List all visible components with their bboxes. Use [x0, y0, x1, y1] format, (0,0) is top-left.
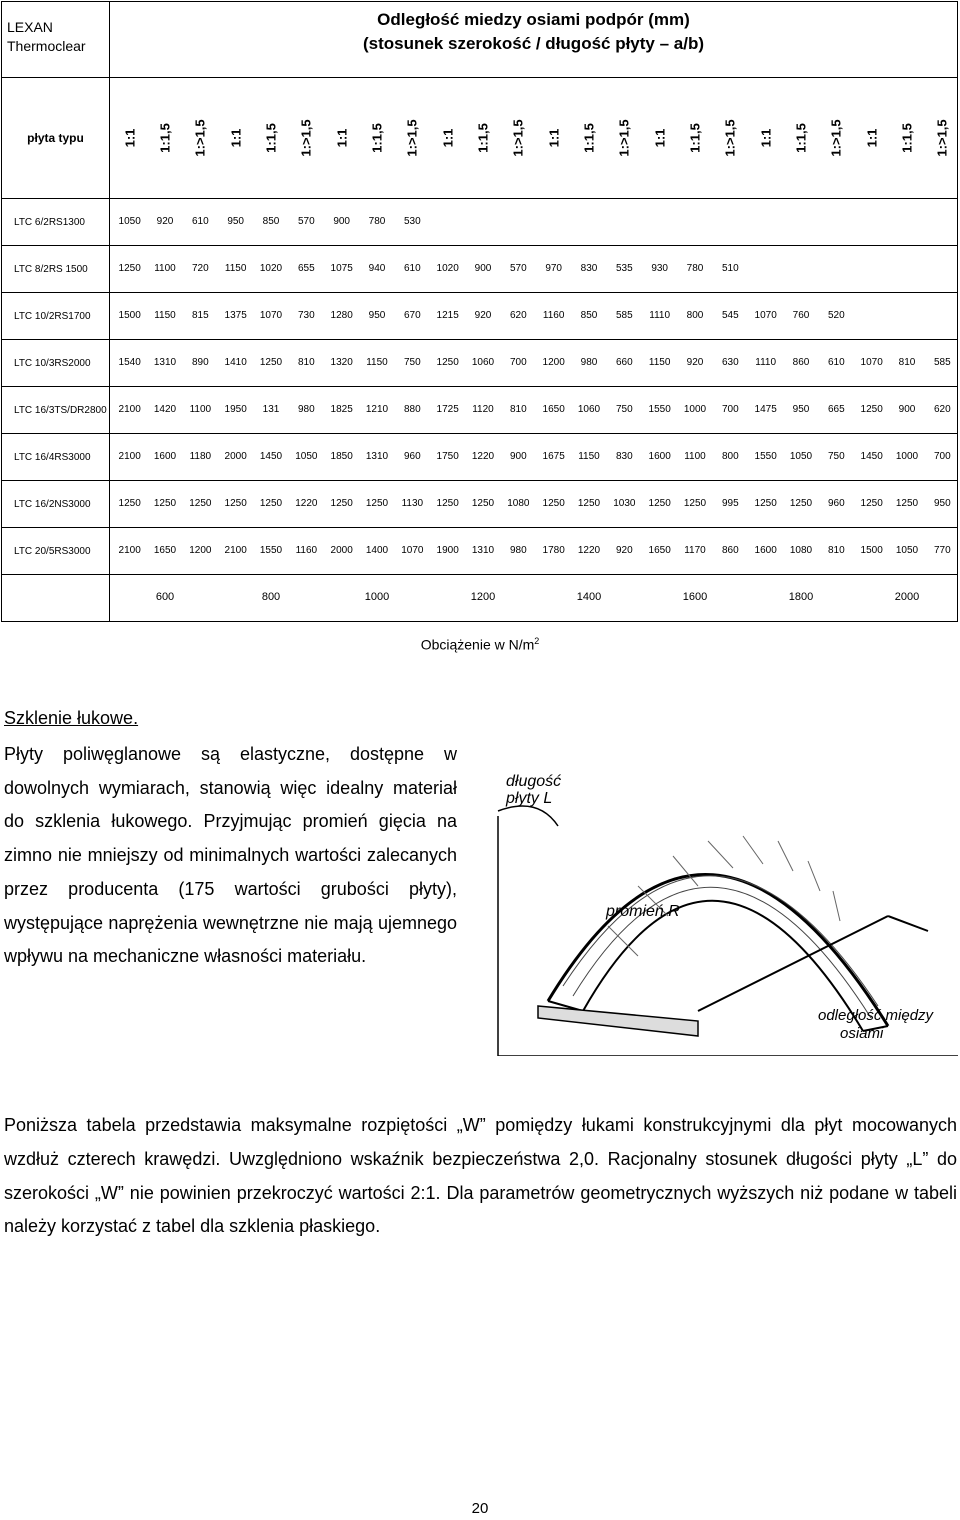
span-value: 1050 [895, 545, 919, 556]
span-value: 1650 [153, 545, 177, 556]
span-value: 980 [509, 545, 527, 556]
ratio-header: 1:1,5 [475, 123, 491, 153]
row-values-cell [110, 434, 958, 481]
span-value: 810 [898, 357, 916, 368]
support-spacing-table [1, 1, 958, 622]
span-value: 1250 [895, 498, 919, 509]
ratio-header: 1:>1,5 [722, 119, 738, 157]
span-value: 920 [686, 357, 704, 368]
span-value: 1215 [436, 310, 459, 321]
span-value: 1070 [401, 545, 424, 556]
span-value: 610 [827, 357, 845, 368]
span-value: 1250 [259, 357, 283, 368]
span-value: 1250 [789, 498, 813, 509]
ratio-header: 1:1 [122, 128, 138, 148]
span-value: 1120 [472, 404, 494, 415]
ratio-header: 1:>1,5 [616, 119, 632, 157]
table-title-line1: Odległość miedzy osiami podpór (mm) [377, 10, 690, 29]
span-value: 520 [827, 310, 845, 321]
plate-type-label: LTC 16/4RS3000 [2, 434, 110, 481]
span-value: 1550 [259, 545, 283, 556]
span-value: 1250 [860, 498, 883, 509]
span-value: 1250 [754, 498, 777, 509]
span-value: 2100 [118, 404, 141, 415]
label-spacing-2: osiami [840, 1025, 884, 1042]
ratio-header-cell [110, 78, 958, 199]
label-spacing-1: odległość między [818, 1007, 934, 1024]
span-value: 1070 [754, 310, 777, 321]
span-value: 2100 [118, 451, 141, 462]
span-value: 1070 [860, 357, 883, 368]
span-value: 1825 [330, 404, 353, 415]
span-value: 1110 [755, 357, 777, 368]
span-value: 630 [721, 357, 739, 368]
span-value: 960 [827, 498, 845, 509]
span-value: 760 [792, 310, 810, 321]
span-value: 1250 [860, 404, 883, 415]
row-values [110, 387, 957, 433]
span-value: 1250 [648, 498, 671, 509]
load-value: 1800 [788, 591, 814, 603]
ratio-header: 1:1 [228, 128, 244, 148]
span-value: 1050 [789, 451, 813, 462]
span-value: 1600 [754, 545, 777, 556]
span-value: 810 [297, 357, 315, 368]
row-values-cell [110, 387, 958, 434]
span-value: 1250 [224, 498, 247, 509]
span-value: 1250 [365, 498, 389, 509]
load-value: 1200 [470, 591, 496, 603]
span-value: 980 [297, 404, 315, 415]
span-value: 1540 [118, 357, 141, 368]
span-value: 1250 [118, 263, 141, 274]
span-value: 1080 [507, 498, 530, 509]
span-value: 850 [262, 216, 280, 227]
span-value: 2000 [224, 451, 247, 462]
span-value: 2100 [224, 545, 247, 556]
load-label-empty [2, 575, 110, 622]
arch-glazing-text [4, 738, 457, 974]
plate-type-label: LTC 16/2NS3000 [2, 481, 110, 528]
span-value: 1160 [295, 545, 318, 556]
span-value: 780 [686, 263, 704, 274]
span-value: 950 [792, 404, 810, 415]
span-value: 800 [686, 310, 704, 321]
label-length-1: długość [506, 773, 562, 790]
span-value: 1000 [683, 404, 707, 415]
ratio-header: 1:>1,5 [510, 119, 526, 157]
row-values-cell [110, 481, 958, 528]
table-row [2, 434, 958, 481]
load-value: 600 [155, 591, 175, 603]
span-value: 960 [403, 451, 421, 462]
span-value: 1220 [295, 498, 318, 509]
span-value: 1250 [471, 498, 495, 509]
span-value: 620 [933, 404, 951, 415]
brand-name: LEXAN [7, 19, 53, 35]
span-value: 1050 [295, 451, 318, 462]
span-value: 830 [615, 451, 633, 462]
span-value: 950 [227, 216, 244, 227]
plate-type-label: LTC 10/2RS1700 [2, 293, 110, 340]
span-value: 2000 [330, 545, 353, 556]
span-value: 670 [403, 310, 421, 321]
span-value: 700 [509, 357, 527, 368]
table-row [2, 481, 958, 528]
span-value: 1550 [648, 404, 671, 415]
span-value: 810 [509, 404, 527, 415]
ratio-header-row [110, 78, 957, 198]
table-row [2, 340, 958, 387]
plate-type-label: LTC 20/5RS3000 [2, 528, 110, 575]
span-value: 1060 [471, 357, 495, 368]
table-row [2, 387, 958, 434]
span-value: 1100 [154, 263, 176, 274]
load-value: 1600 [682, 591, 708, 603]
span-value: 1500 [118, 310, 141, 321]
span-value: 1220 [577, 545, 601, 556]
span-value: 1200 [542, 357, 565, 368]
brand-product: Thermoclear [7, 38, 86, 54]
span-value: 980 [580, 357, 598, 368]
table-row [2, 528, 958, 575]
span-value: 655 [297, 263, 315, 274]
span-value: 1250 [153, 498, 177, 509]
row-values [110, 199, 957, 245]
span-value: 1410 [224, 357, 247, 368]
span-value: 1070 [259, 310, 283, 321]
span-value: 750 [827, 451, 845, 462]
span-value: 1170 [684, 545, 706, 556]
span-value: 610 [403, 263, 421, 274]
row-values [110, 293, 957, 339]
ratio-header: 1:1 [334, 128, 350, 148]
span-value: 1100 [189, 404, 212, 415]
page-number: 20 [471, 1500, 489, 1517]
table-title-line2: (stosunek szerokość / długość płyty – a/b) [362, 34, 705, 53]
arched-glazing-diagram [488, 756, 958, 1056]
row-values [110, 528, 957, 574]
span-value: 131 [262, 404, 280, 415]
ratio-header: 1:1 [440, 128, 456, 148]
span-value: 1210 [365, 404, 389, 415]
brand-cell [2, 2, 110, 78]
span-value: 1250 [683, 498, 707, 509]
span-value: 1310 [153, 357, 177, 368]
table-body [2, 199, 958, 575]
ratio-header: 1:1 [652, 128, 668, 148]
plate-type-label: LTC 16/3TS/DR2800 [2, 387, 110, 434]
span-value: 585 [933, 357, 951, 368]
span-value: 1900 [436, 545, 459, 556]
ratio-header: 1:>1,5 [404, 119, 420, 157]
plate-type-header: płyta typu [2, 78, 110, 199]
row-values [110, 481, 957, 527]
section-title: Szklenie łukowe. [4, 708, 139, 728]
span-value: 1725 [436, 404, 459, 415]
span-value: 1500 [860, 545, 883, 556]
span-value: 900 [898, 404, 916, 415]
ratio-header: 1:1 [546, 128, 562, 148]
span-description-paragraph: Poniższa tabela przedstawia maksymalne rozpiętości „W” pomiędzy łukami konstrukcyjnymi dla płyt mocowanych wzdłuż czterech krawędzi. Uwzględniono wskaźnik bezpieczeństwa 2,0. Racjonalny stosunek długości płyty „L” do szerokości „W” nie powinien przekroczyć wartości 2:1. Dla parametrów geometrycznych wyższych niż podane w tabeli należy korzystać z tabel dla szklenia płaskiego. [4, 1115, 957, 1237]
ratio-header: 1:1,5 [687, 123, 703, 153]
load-caption-text: Obciążenie w N/m [420, 636, 535, 653]
ratio-header: 1:>1,5 [828, 119, 844, 157]
span-value: 1780 [542, 545, 565, 556]
ratio-header: 1:1 [864, 128, 880, 148]
span-value: 1160 [542, 310, 565, 321]
span-value: 585 [615, 310, 633, 321]
table-row [2, 293, 958, 340]
span-value: 1150 [578, 451, 600, 462]
span-value: 1375 [224, 310, 247, 321]
row-values-cell [110, 340, 958, 387]
span-value: 1250 [330, 498, 353, 509]
span-value: 1250 [118, 498, 141, 509]
span-value: 920 [156, 216, 174, 227]
span-value: 1450 [259, 451, 283, 462]
span-value: 665 [827, 404, 845, 415]
span-value: 920 [615, 545, 633, 556]
load-row [110, 575, 957, 621]
span-value: 570 [297, 216, 315, 227]
span-value: 770 [933, 545, 951, 556]
span-value: 1075 [330, 263, 353, 274]
span-value: 830 [580, 263, 598, 274]
span-value: 815 [191, 310, 209, 321]
ratio-header: 1:1,5 [899, 123, 915, 153]
span-value: 950 [933, 498, 951, 509]
ratio-header: 1:1,5 [157, 123, 173, 153]
span-value: 800 [721, 451, 739, 462]
ratio-header: 1:1,5 [581, 123, 597, 153]
span-description [4, 1109, 957, 1244]
load-value: 2000 [894, 591, 920, 603]
span-value: 620 [509, 310, 527, 321]
span-value: 1320 [330, 357, 353, 368]
span-value: 1150 [154, 310, 176, 321]
span-value: 900 [474, 263, 492, 274]
span-value: 1250 [436, 357, 459, 368]
span-value: 1200 [189, 545, 212, 556]
span-value: 810 [827, 545, 845, 556]
span-value: 1150 [366, 357, 388, 368]
span-value: 750 [403, 357, 421, 368]
span-value: 750 [615, 404, 633, 415]
span-value: 535 [615, 263, 633, 274]
plate-type-label: LTC 6/2RS1300 [2, 199, 110, 246]
span-value: 1950 [224, 404, 247, 415]
load-caption-unit-exponent: 2 [534, 636, 540, 646]
span-value: 730 [297, 310, 315, 321]
ratio-header: 1:>1,5 [192, 119, 208, 157]
span-value: 995 [721, 498, 739, 509]
span-value: 860 [792, 357, 810, 368]
row-values-cell [110, 199, 958, 246]
span-value: 1250 [436, 498, 459, 509]
span-value: 1850 [330, 451, 353, 462]
span-value: 1130 [401, 498, 424, 509]
span-value: 1050 [118, 216, 141, 227]
span-value: 890 [191, 357, 209, 368]
row-values-cell [110, 528, 958, 575]
span-value: 610 [191, 216, 209, 227]
span-value: 1650 [542, 404, 565, 415]
span-value: 660 [615, 357, 633, 368]
span-value: 1100 [684, 451, 706, 462]
span-value: 900 [333, 216, 350, 227]
arch-glazing-paragraph: Płyty poliwęglanowe są elastyczne, dostępne w dowolnych wymiarach, stanowią więc idealny materiał do szklenia łukowego. Przyjmując promień gięcia na zimno nie mniejszy od minimalnych wartości zalecanych przez producenta (175 wartości grubości płyty), występujące naprężenia wewnętrzne nie mają ujemnego wpływu na mechaniczne własności materiału. [4, 744, 457, 967]
span-value: 720 [191, 263, 209, 274]
span-value: 920 [474, 310, 492, 321]
span-value: 1550 [754, 451, 777, 462]
span-value: 1060 [577, 404, 601, 415]
span-value: 900 [509, 451, 527, 462]
span-value: 1310 [365, 451, 389, 462]
ratio-header: 1:>1,5 [934, 119, 950, 157]
span-value: 700 [721, 404, 739, 415]
span-value: 700 [933, 451, 951, 462]
span-value: 1250 [542, 498, 565, 509]
row-values [110, 434, 957, 480]
span-value: 970 [545, 263, 562, 274]
load-caption [0, 636, 960, 653]
span-value: 570 [509, 263, 527, 274]
load-value: 1400 [576, 591, 602, 603]
span-value: 1280 [330, 310, 353, 321]
plate-type-label: LTC 8/2RS 1500 [2, 246, 110, 293]
span-value: 1310 [471, 545, 495, 556]
label-radius: promień R [606, 903, 680, 920]
row-values-cell [110, 246, 958, 293]
span-value: 780 [368, 216, 386, 227]
span-value: 1020 [436, 263, 459, 274]
span-value: 1150 [224, 263, 247, 274]
span-value: 1030 [613, 498, 636, 509]
row-values [110, 340, 957, 386]
table-title [110, 2, 958, 78]
span-value: 930 [651, 263, 668, 274]
span-value: 860 [721, 545, 739, 556]
span-value: 530 [403, 216, 421, 227]
span-value: 1250 [259, 498, 283, 509]
span-value: 1150 [648, 357, 671, 368]
span-value: 545 [721, 310, 739, 321]
span-value: 1180 [189, 451, 212, 462]
label-length-2: płyty L [506, 790, 553, 807]
span-value: 940 [368, 263, 386, 274]
load-row-cell [110, 575, 958, 622]
plate-type-label: LTC 10/3RS2000 [2, 340, 110, 387]
load-value: 800 [261, 591, 281, 603]
span-value: 950 [368, 310, 386, 321]
ratio-header: 1:1,5 [793, 123, 809, 153]
span-value: 1020 [259, 263, 283, 274]
span-value: 1750 [436, 451, 459, 462]
ratio-header: 1:1 [758, 128, 774, 148]
span-value: 1475 [754, 404, 777, 415]
span-value: 1220 [471, 451, 495, 462]
ratio-header: 1:>1,5 [298, 119, 314, 157]
span-value: 510 [721, 263, 739, 274]
span-value: 1250 [577, 498, 601, 509]
span-value: 1600 [153, 451, 177, 462]
row-values-cell [110, 293, 958, 340]
span-value: 1650 [648, 545, 671, 556]
span-value: 2100 [118, 545, 141, 556]
span-value: 1080 [789, 545, 813, 556]
span-value: 1600 [648, 451, 671, 462]
span-value: 1110 [649, 310, 671, 321]
span-value: 880 [403, 404, 421, 415]
table-row [2, 246, 958, 293]
span-value: 1420 [153, 404, 177, 415]
span-value: 1450 [860, 451, 883, 462]
span-value: 1675 [542, 451, 565, 462]
load-value: 1000 [364, 591, 390, 603]
span-value: 1250 [189, 498, 212, 509]
ratio-header: 1:1,5 [369, 123, 385, 153]
span-value: 1000 [895, 451, 919, 462]
span-value: 1400 [365, 545, 389, 556]
table-row [2, 199, 958, 246]
ratio-header: 1:1,5 [263, 123, 279, 153]
row-values [110, 246, 957, 292]
span-value: 850 [580, 310, 598, 321]
